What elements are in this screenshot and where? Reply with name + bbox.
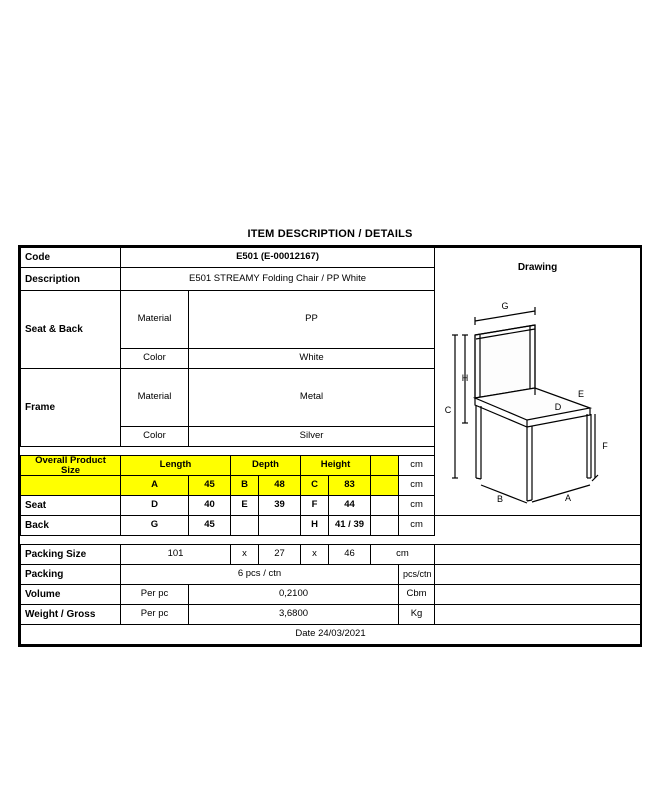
drawing-label-h: H [461,373,469,383]
table-row-date [21,625,641,645]
back-length-key: G [121,516,189,536]
drawing-label-b: B [497,494,504,504]
code-label: Code [21,248,121,268]
table-row-volume [21,585,641,605]
seat-dim-label: Seat [21,496,121,516]
weight-per: Per pc [121,605,189,625]
seat-unit: cm [399,496,435,516]
weight-label: Weight / Gross [21,605,121,625]
seat-pad [371,496,399,516]
weight-drawing-pad [435,605,641,625]
table-row-packing [21,565,641,585]
seat-height-key: F [301,496,329,516]
seat-depth-key: E [231,496,259,516]
back-length-val: 45 [189,516,231,536]
packing-size-unit: cm [371,545,435,565]
overall-length-key: A [121,476,189,496]
packing-spacer [21,536,641,545]
overall-blank [21,476,121,496]
packing-size-height: 46 [329,545,371,565]
drawing-label-d: D [554,402,562,412]
overall-unit: cm [399,476,435,496]
weight-value: 3,6800 [189,605,399,625]
packing-unit: pcs/ctn [399,565,435,585]
header-unit-blank [371,456,399,476]
seat-back-material-label: Material [121,291,189,349]
header-length: Length [121,456,231,476]
seat-back-color-label: Color [121,349,189,369]
seat-depth-val: 39 [259,496,301,516]
overall-height-key: C [301,476,329,496]
drawing-cell [435,248,641,516]
frame-material-value: Metal [189,369,435,427]
frame-label: Frame [21,369,121,447]
packing-x1: x [231,545,259,565]
volume-drawing-pad [435,585,641,605]
packing-label: Packing [21,565,121,585]
date-line: Date 24/03/2021 [21,625,641,645]
back-depth-val [259,516,301,536]
drawing-label-f: F [602,441,608,451]
description-label: Description [21,268,121,291]
packing-spacer-row [21,536,641,545]
volume-per: Per pc [121,585,189,605]
overall-height-val: 83 [329,476,371,496]
table-row-weight [21,605,641,625]
back-height-val: 41 / 39 [329,516,371,536]
seat-height-val: 44 [329,496,371,516]
packing-x2: x [301,545,329,565]
description-value: E501 STREAMY Folding Chair / PP White [121,268,435,291]
packing-size-label: Packing Size [21,545,121,565]
back-dim-label: Back [21,516,121,536]
header-unit: cm [399,456,435,476]
header-height: Height [301,456,371,476]
code-value: E501 (E-00012167) [121,248,435,268]
back-depth-key [231,516,259,536]
table-row-code [21,248,641,268]
frame-color-value: Silver [189,427,435,447]
back-pad [371,516,399,536]
overall-pad [371,476,399,496]
drawing-label-e: E [578,389,585,399]
item-details-table [18,245,642,647]
seat-length-val: 40 [189,496,231,516]
drawing-label-c: C [444,405,452,415]
overall-length-val: 45 [189,476,231,496]
table-row-back-dims [21,516,641,536]
volume-value: 0,2100 [189,585,399,605]
seat-length-key: D [121,496,189,516]
drawing-label-g: G [501,301,509,311]
back-unit: cm [399,516,435,536]
drawing-label-a: A [565,493,572,503]
overall-depth-key: B [231,476,259,496]
packing-table [20,536,641,645]
header-depth: Depth [231,456,301,476]
seat-back-color-value: White [189,349,435,369]
seat-back-label: Seat & Back [21,291,121,369]
chair-drawing [435,273,641,515]
volume-unit: Cbm [399,585,435,605]
overall-depth-val: 48 [259,476,301,496]
packing-size-width: 27 [259,545,301,565]
packing-size-drawing-pad [435,545,641,565]
page-title: ITEM DESCRIPTION / DETAILS [247,228,413,240]
packing-drawing-pad [435,565,641,585]
table-row-packing-size [21,545,641,565]
back-height-key: H [301,516,329,536]
volume-label: Volume [21,585,121,605]
frame-color-label: Color [121,427,189,447]
frame-material-label: Material [121,369,189,427]
drawing-title: Drawing [517,262,558,273]
weight-unit: Kg [399,605,435,625]
packing-value: 6 pcs / ctn [121,565,399,585]
seat-back-material-value: PP [189,291,435,349]
overall-size-label: Overall Product Size [21,456,121,476]
packing-size-length: 101 [121,545,231,565]
